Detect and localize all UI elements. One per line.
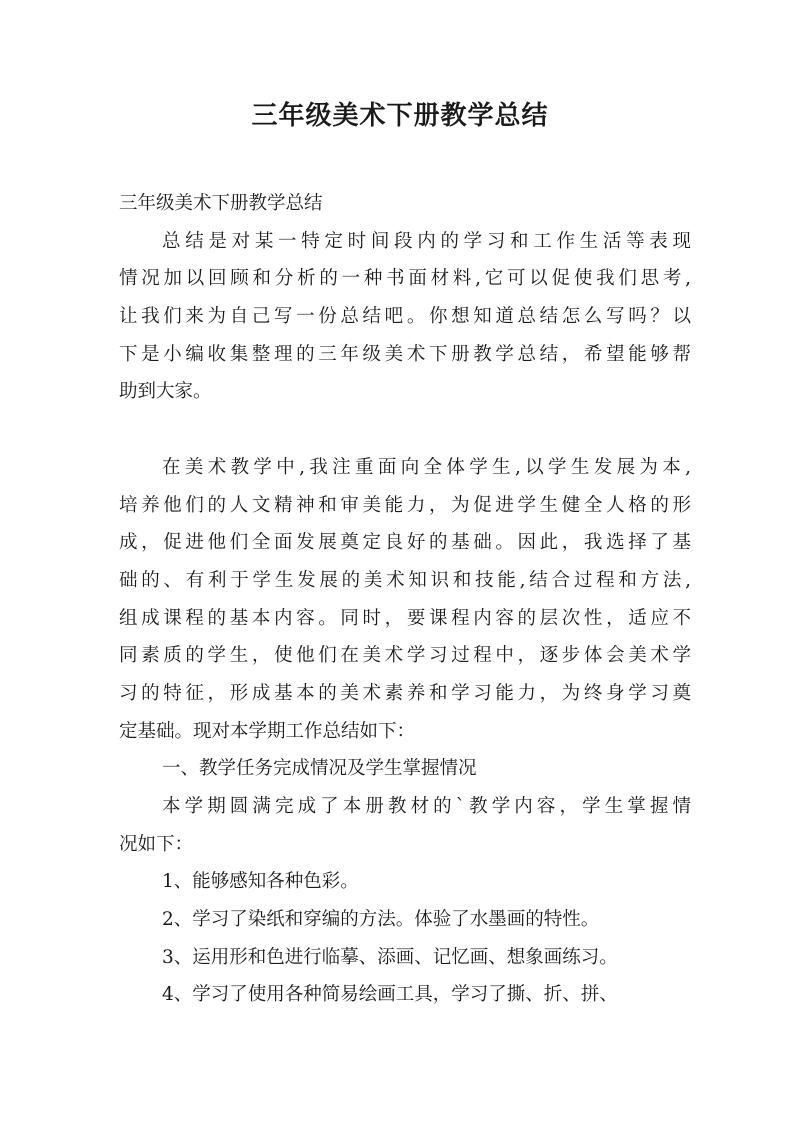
section-heading: 一、教学任务完成情况及学生掌握情况 [162,758,477,780]
paragraph-line: 况如下： [119,833,194,855]
document-subtitle: 三年级美术下册教学总结 [119,193,323,214]
list-item: 3、运用形和色进行临摹、添画、记忆画、想象画练习。 [162,946,618,968]
body-paragraph [119,449,691,751]
paragraph-line: 下是小编收集整理的三年级美术下册教学总结，希望能够帮 [119,343,691,365]
paragraph-line: 总结是对某一特定时间段内的学习和工作生活等表现 [162,230,691,252]
document-title: 三年级美术下册教学总结 [251,101,549,131]
list-item: 2、学习了染纸和穿编的方法。体验了水墨画的特性。 [162,909,600,931]
document-body [119,185,691,1014]
paragraph-line: 在美术教学中,我注重面向全体学生,以学生发展为本, [162,456,691,478]
paragraph-line: 培养他们的人文精神和审美能力，为促进学生健全人格的形 [119,494,691,516]
paragraph-line: 同素质的学生，使他们在美术学习过程中，逐步体会美术学 [119,645,691,667]
paragraph-line: 本学期圆满完成了本册教材的`教学内容，学生掌握情 [162,796,691,817]
paragraph-line: 助到大家。 [119,381,212,403]
numbered-list [119,863,691,1014]
paragraph-line: 情况加以回顾和分析的一种书面材料,它可以促使我们思考, [119,268,691,290]
list-item: 4、学习了使用各种简易绘画工具，学习了撕、折、拼、 [162,984,618,1006]
paragraph-line: 定基础。现对本学期工作总结如下： [119,720,416,742]
list-item: 1、能够感知各种色彩。 [162,871,359,893]
paragraph-line: 组成课程的基本内容。同时，要课程内容的层次性，适应不 [119,607,691,629]
paragraph-line: 础的、有利于学生发展的美术知识和技能,结合过程和方法, [119,569,691,591]
section-paragraph [119,788,691,863]
paragraph-spacer [119,411,691,449]
paragraph-line: 成，促进他们全面发展奠定良好的基础。因此，我选择了基 [119,532,691,554]
paragraph-line: 习的特征，形成基本的美术素养和学习能力，为终身学习奠 [119,682,691,704]
paragraph-line: 让我们来为自己写一份总结吧。你想知道总结怎么写吗？以 [119,306,691,328]
intro-paragraph [119,223,691,411]
